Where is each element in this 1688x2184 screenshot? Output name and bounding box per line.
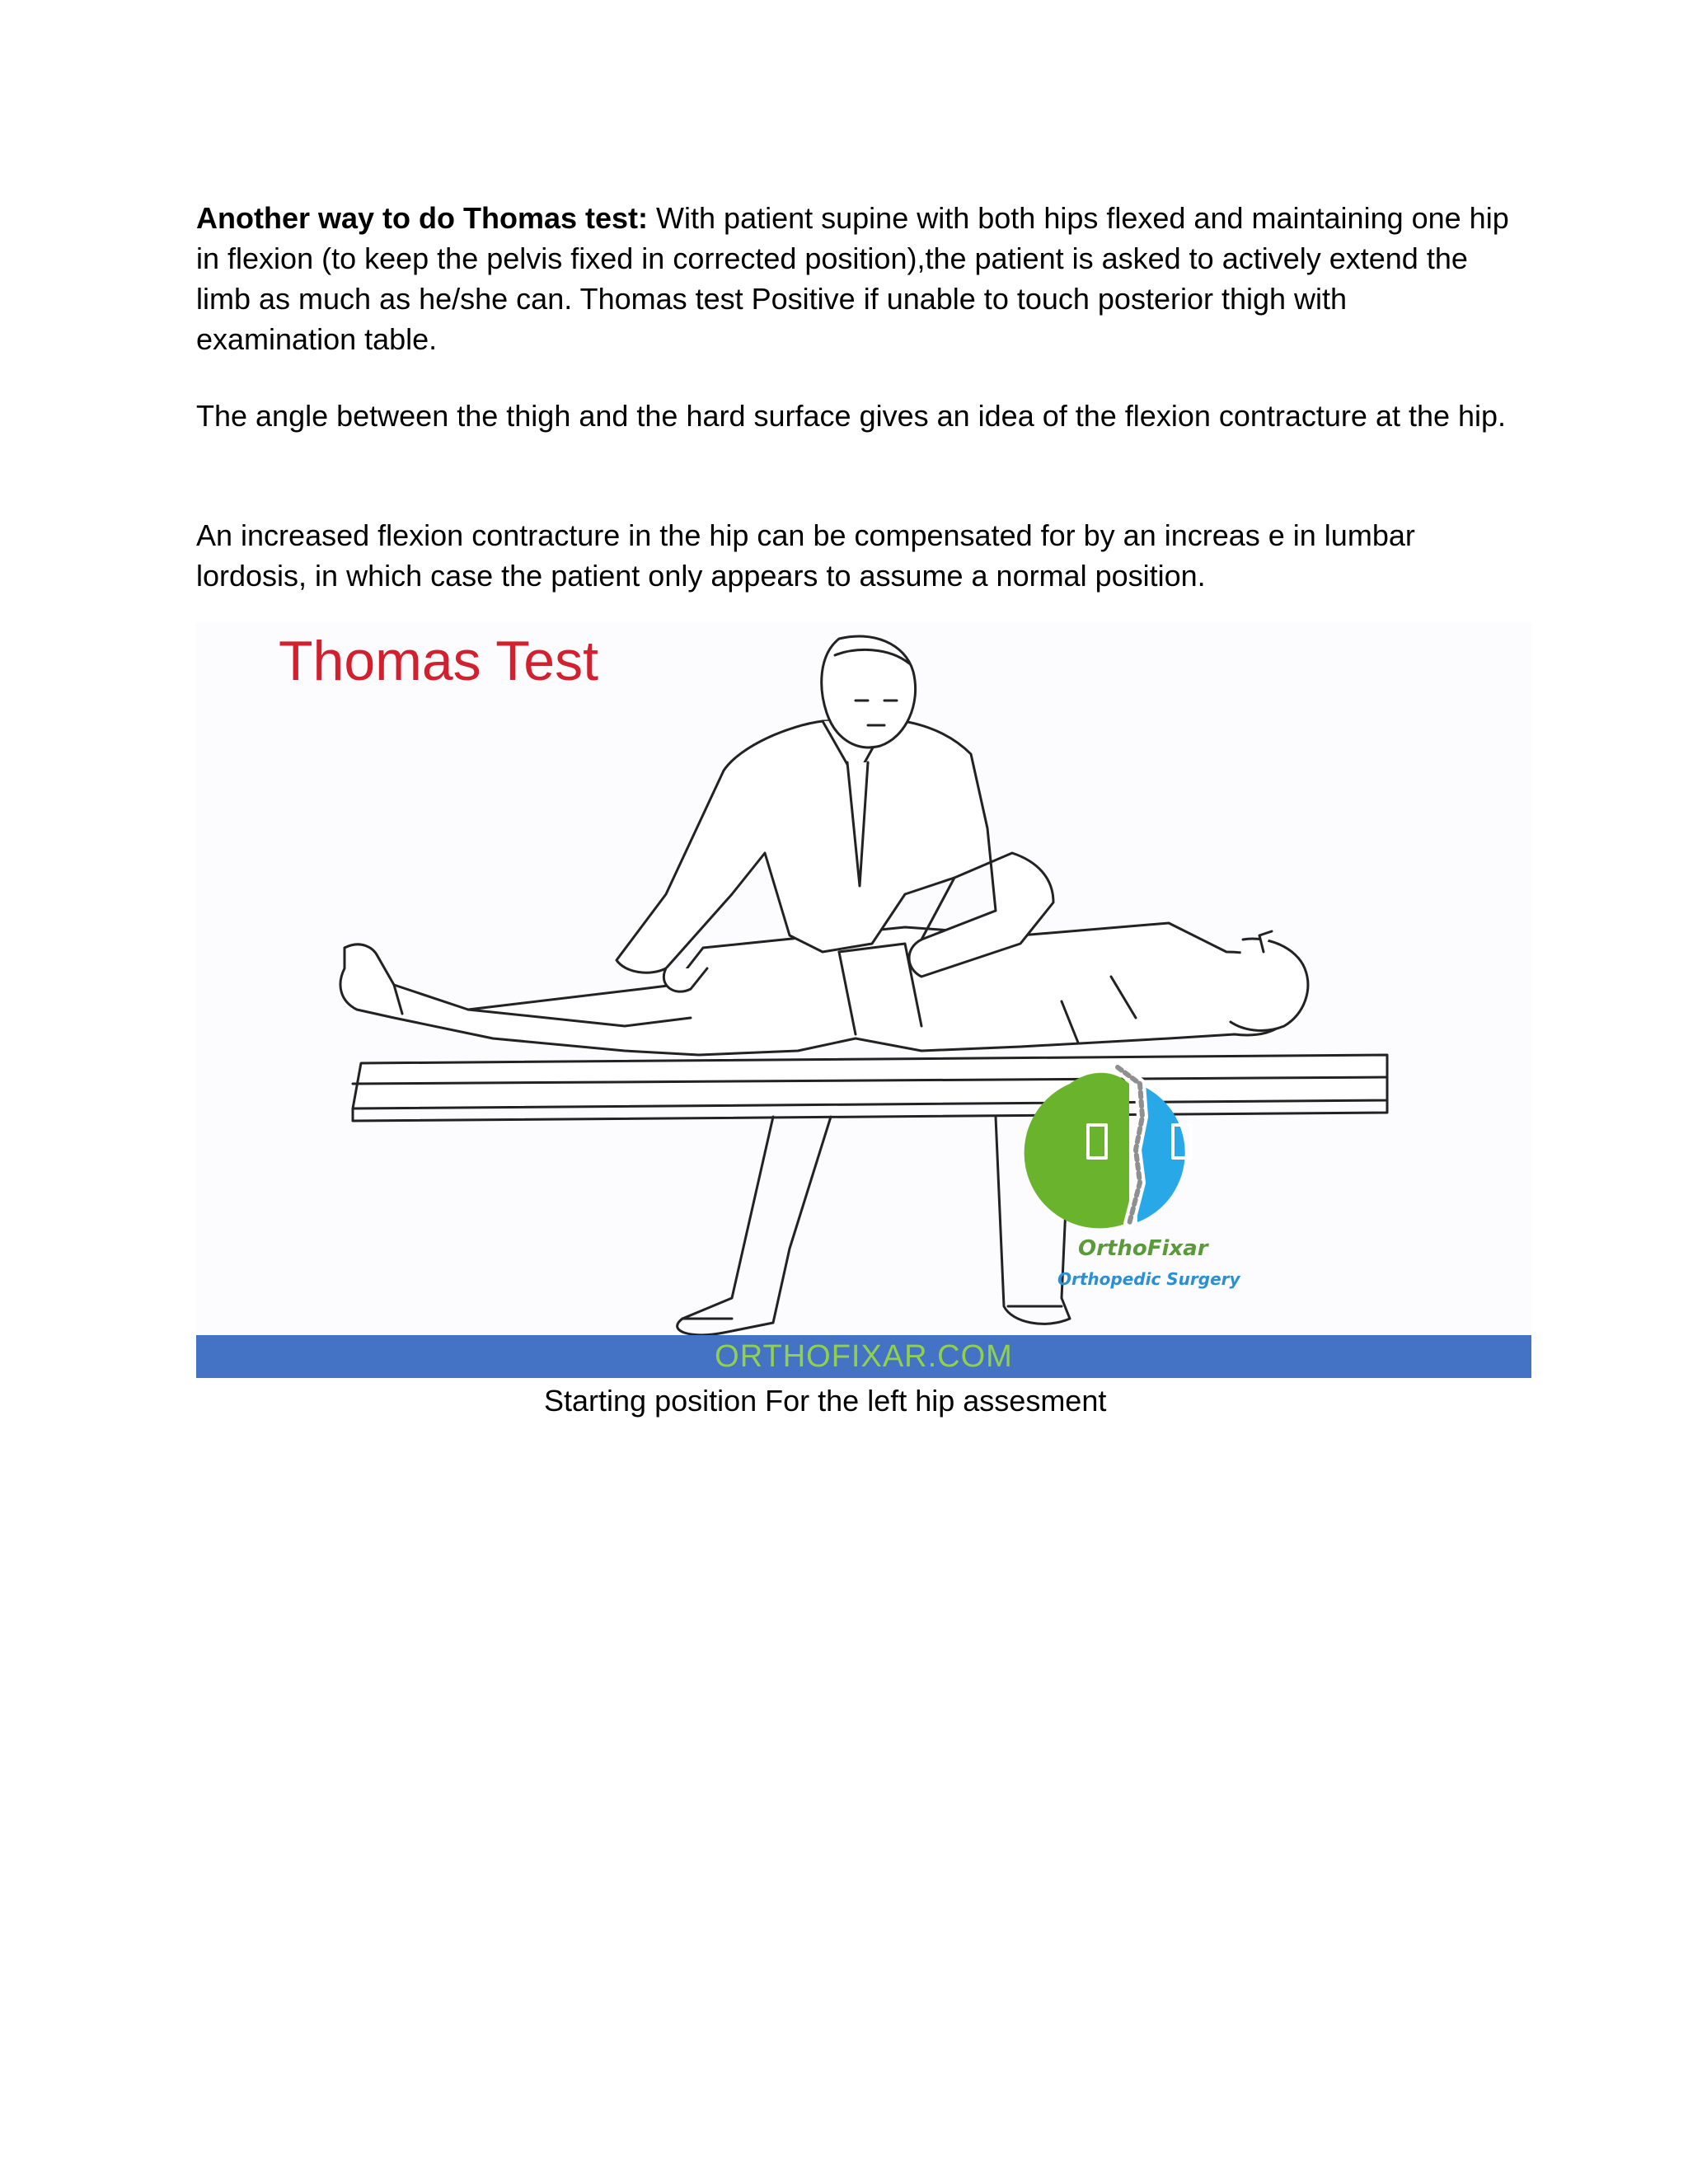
paragraph-another-way xyxy=(196,198,1515,359)
website-banner xyxy=(196,1335,1531,1378)
examination-table xyxy=(353,1055,1387,1121)
examiner-legs xyxy=(678,1117,1070,1335)
logo-name: OrthoFixar xyxy=(1078,1236,1208,1261)
paragraph-angle: The angle between the thigh and the hard surface gives an idea of the flexion contracture at the hip. xyxy=(196,399,1507,433)
figure-title: Thomas Test xyxy=(279,630,599,692)
logo-tagline: Orthopedic Surgery xyxy=(1057,1269,1240,1289)
paragraph-lead-bold: Another way to do Thomas test: xyxy=(196,201,649,235)
paragraph-lordosis: An increased flexion contracture in the hip can be compensated for by an increas e in lumbar lordosis, in which case the patient only appears to assume a normal position. xyxy=(196,518,1415,593)
thomas-test-figure xyxy=(196,622,1531,1380)
thomas-test-illustration xyxy=(196,622,1531,1380)
examiner-head xyxy=(822,636,916,748)
paragraph-body: With patient supine with both hips flexed and maintaining one hip in flexion (to keep the pelvis fixed in corrected position),the patient is asked to actively extend the limb as much as he/she can. Thomas test Positive if unable to touch posterior thigh with examination table. xyxy=(196,201,1509,356)
examiner-torso xyxy=(617,719,1053,991)
figure-caption: Starting position For the left hip assesment xyxy=(544,1384,1107,1418)
patient-head xyxy=(1231,931,1308,1030)
banner-text: ORTHOFIXAR.COM xyxy=(715,1339,1013,1374)
